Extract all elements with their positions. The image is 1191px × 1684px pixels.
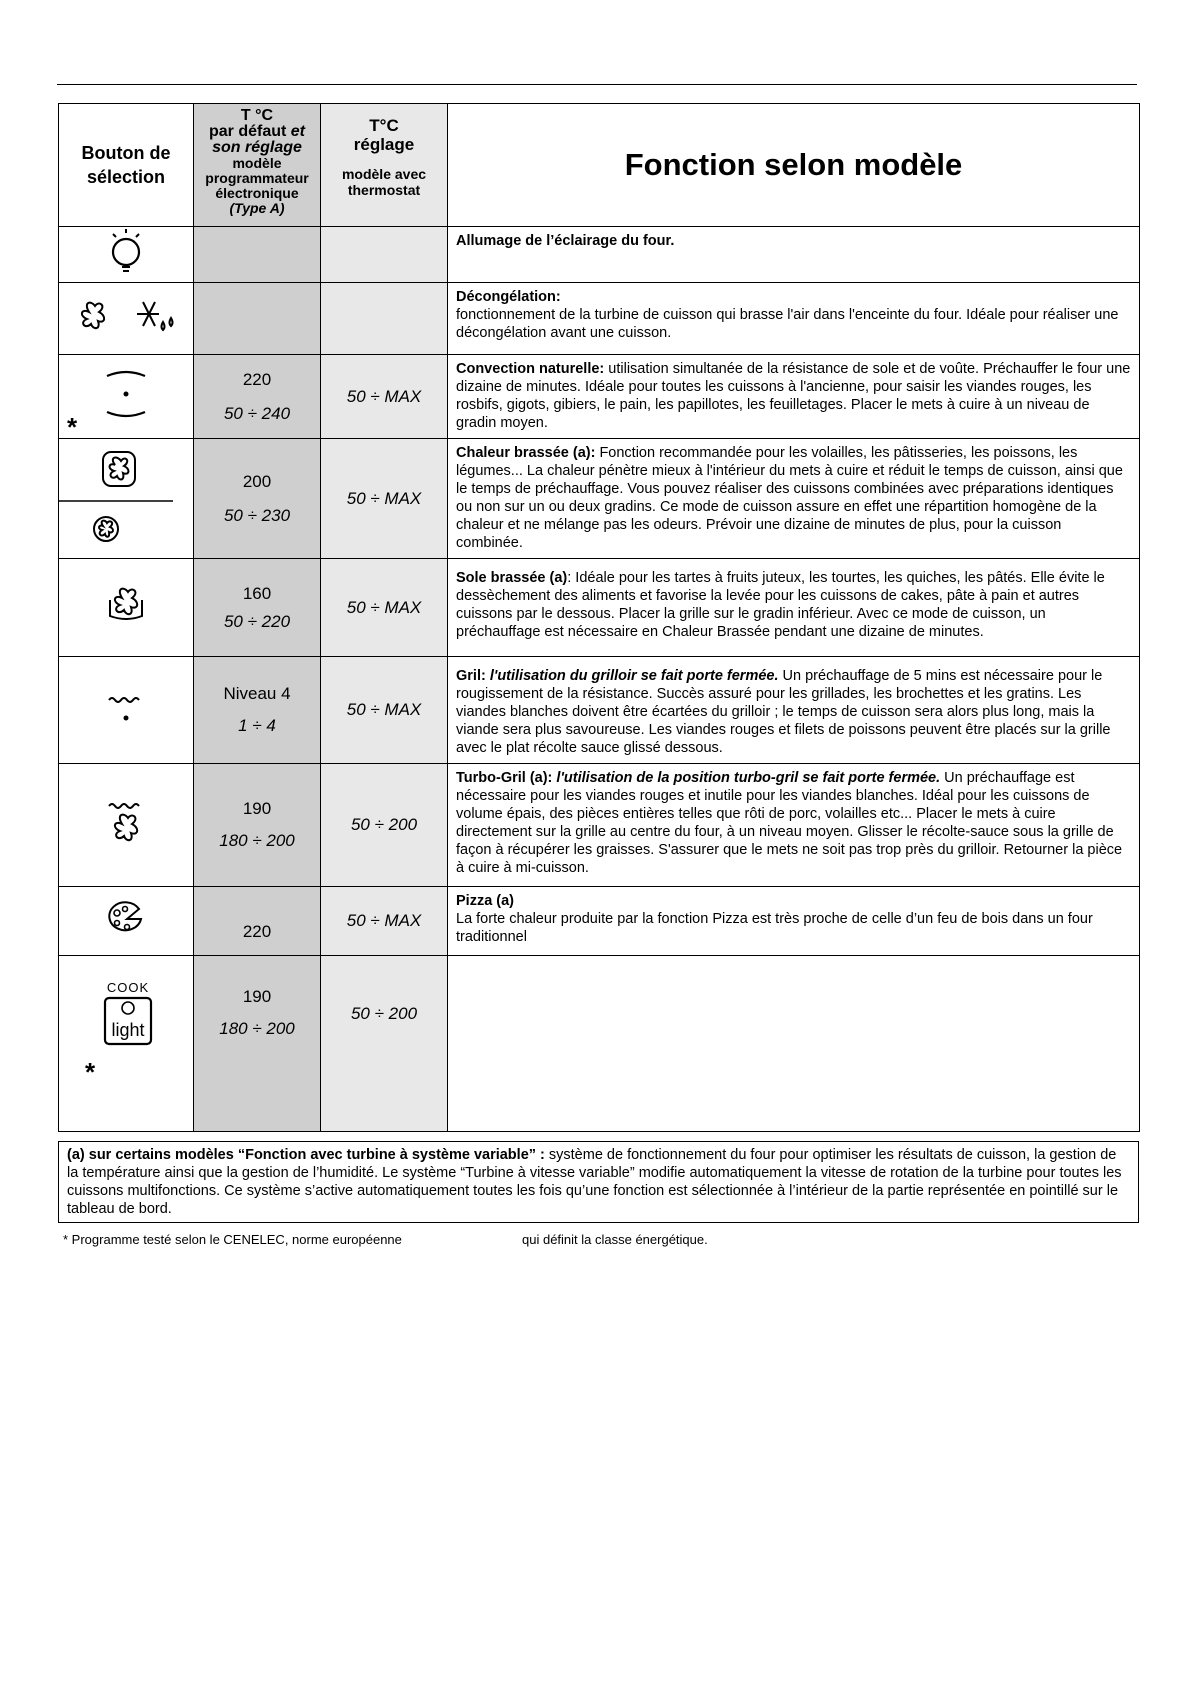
- default-temp-cell: 190 180 ÷ 200: [194, 764, 321, 887]
- header-selection: Bouton de sélection: [59, 104, 194, 227]
- function-description: Chaleur brassée (a): Fonction recommandée pour les volailles, les pâtisseries, les poissons, les légumes... La chaleur pénètre mieux à l'intérieur du mets à cuire et réduit le temps de cuisson, ainsi que le temps de préchauffage. Vous pouvez réaliser des cuissons combinées avec préparations identiques ou non sur un ou deux gradins. Ce mode de cuisson assure en effet une répartition homogène de la chaleur et ne mélange pas les odeurs. Prévoir une dizaine de minutes de plus, pour la cuisson combinée.: [448, 439, 1140, 559]
- thermostat-cell: [321, 227, 448, 283]
- fan-assisted-icon: [59, 439, 194, 553]
- function-description: [448, 956, 1140, 1132]
- default-temp-cell: [194, 283, 321, 355]
- table-row: [59, 355, 1140, 439]
- table-row: [59, 227, 1140, 283]
- icon-cell: [59, 956, 194, 1132]
- function-description: Allumage de l’éclairage du four.: [448, 227, 1140, 283]
- variable-turbine-note: (a) sur certains modèles “Fonction avec turbine à système variable” : système de fonctionnement du four pour optimiser les résultats de cuisson, la gestion de la température ainsi que la gestion de l’humidité. Le système “Turbine à vitesse variable” modifie automatiquement la vitesse de rotation de la turbine pour toutes les cuissons multifonctions. Ce système s’active automatiquement toutes les fois qu’une fonction est sélectionnée à l’intérieur de la partie représentée en pointillé sur le tableau de bord.: [58, 1141, 1139, 1223]
- footnote-right: qui définit la classe énergétique.: [522, 1232, 708, 1247]
- table-row: [59, 764, 1140, 887]
- header-default-temp: T °C par défaut et son réglage modèle programmateur électronique (Type A): [194, 104, 321, 227]
- function-description: Sole brassée (a): Idéale pour les tartes à fruits juteux, les tourtes, les quiches, les pâtés. Elle évite le dessèchement des aliments et favorise la levée pour les cuissons de cakes, pâte à pain et autres cuissons par le dessous. Placer la grille sur le gradin inférieur. Avec ce mode de cuisson, un préchauffage est nécessaire en Chaleur Brassée pendant une dizaine de minutes.: [448, 559, 1140, 657]
- thermostat-cell: 50 ÷ MAX: [321, 439, 448, 559]
- icon-cell: [59, 355, 194, 442]
- natural-convection-icon: [101, 366, 151, 422]
- star-marker: *: [67, 412, 78, 442]
- table-row: [59, 887, 1140, 956]
- turbo-grill-icon: [101, 798, 151, 848]
- defrost-icon: [71, 296, 181, 336]
- table-header-row: [59, 104, 1140, 227]
- lamp-icon: [104, 227, 148, 277]
- default-temp-cell: [194, 227, 321, 283]
- pizza-icon: [101, 899, 151, 939]
- icon-cell: [59, 887, 194, 956]
- svg-text:COOK: COOK: [106, 980, 150, 995]
- top-rule: [57, 84, 1137, 85]
- default-temp-cell: 190 180 ÷ 200: [194, 956, 321, 1132]
- icon-cell: [59, 764, 194, 887]
- thermostat-cell: 50 ÷ MAX: [321, 657, 448, 764]
- default-temp-cell: 220 50 ÷ 240: [194, 355, 321, 439]
- star-marker: *: [85, 1057, 96, 1087]
- header-function: Fonction selon modèle: [448, 104, 1140, 227]
- function-description: Décongélation: fonctionnement de la turbine de cuisson qui brasse l'air dans l'enceinte du four. Idéale pour réaliser une décongélation avant une cuisson.: [448, 283, 1140, 355]
- default-temp-cell: 220: [194, 887, 321, 956]
- oven-functions-table: [58, 103, 1140, 1132]
- table-row: [59, 559, 1140, 657]
- icon-cell: [59, 283, 194, 355]
- table-row: [59, 956, 1140, 1132]
- header-thermostat: T°C réglage modèle avec thermostat: [321, 104, 448, 227]
- fan-bottom-icon: [101, 580, 151, 630]
- icon-cell: [59, 227, 194, 283]
- table-row: [59, 657, 1140, 764]
- thermostat-cell: 50 ÷ MAX: [321, 559, 448, 657]
- grill-icon: [101, 688, 151, 728]
- table-row: [59, 439, 1140, 559]
- thermostat-cell: 50 ÷ 200: [321, 764, 448, 887]
- thermostat-cell: 50 ÷ MAX: [321, 355, 448, 439]
- icon-cell: [59, 559, 194, 657]
- default-temp-cell: Niveau 4 1 ÷ 4: [194, 657, 321, 764]
- svg-text:light: light: [111, 1020, 145, 1040]
- cook-light-icon: [93, 978, 163, 1058]
- function-description: Turbo-Gril (a): l'utilisation de la position turbo-gril se fait porte fermée. Un préchauffage est nécessaire pour les viandes rouges et inutile pour les viandes blanches. Idéal pour les cuissons de volume épais, des pièces entières telles que rôti de porc, volailles etc... Placer le mets à cuire directement sur la grille au centre du four, à un niveau moyen. Glisser le récolte-sauce sous la grille de façon à récupérer les graisses. S'assurer que le mets ne soit pas trop près du grilloir. Retourner la pièce à cuire à mi-cuisson.: [448, 764, 1140, 887]
- icon-cell: [59, 657, 194, 764]
- default-temp-cell: 160 50 ÷ 220: [194, 559, 321, 657]
- default-temp-cell: 200 50 ÷ 230: [194, 439, 321, 559]
- footnote-left: * Programme testé selon le CENELEC, norme européenne: [63, 1232, 402, 1247]
- table-row: [59, 283, 1140, 355]
- function-description: Pizza (a) La forte chaleur produite par la fonction Pizza est très proche de celle d’un feu de bois dans un four traditionnel: [448, 887, 1140, 956]
- thermostat-cell: 50 ÷ 200: [321, 956, 448, 1132]
- function-description: Convection naturelle: utilisation simultanée de la résistance de sole et de voûte. Préchauffer le four une dizaine de minutes. Idéale pour toutes les cuissons à l'ancienne, pour saisir les viandes rouges, les rosbifs, gigots, gibiers, le pain, les papillotes, les feuilletages. Placer le mets à cuire à un niveau de gradin moyen.: [448, 355, 1140, 439]
- thermostat-cell: [321, 283, 448, 355]
- thermostat-cell: 50 ÷ MAX: [321, 887, 448, 956]
- icon-cell: [59, 439, 194, 559]
- function-description: Gril: l'utilisation du grilloir se fait porte fermée. Un préchauffage de 5 mins est nécessaire pour le rougissement de la résistance. Succès assuré pour les grillades, les brochettes et les gratins. Les viandes blanches doivent être écartées du grilloir ; le temps de cuisson sera alors plus long, mais la viande sera plus savoureuse. Les viandes rouges et filets de poissons peuvent être placés sur la grille avec le plat récolte sauce glissé dessous.: [448, 657, 1140, 764]
